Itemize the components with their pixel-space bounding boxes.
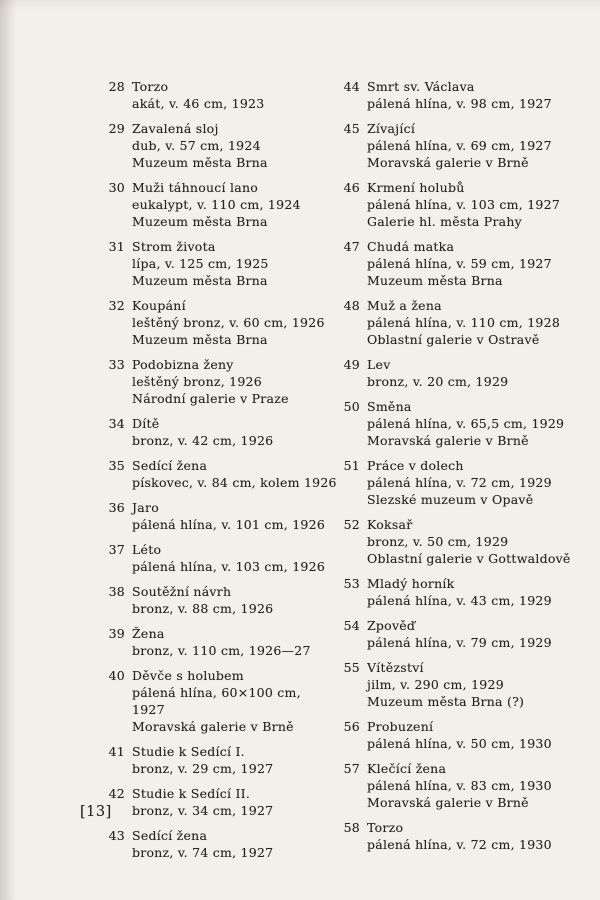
- catalog-entry: [340, 617, 588, 651]
- entry-detail: Muzeum města Brna: [132, 214, 268, 229]
- entry-detail: pálená hlína, v. 101 cm, 1926: [132, 517, 326, 532]
- entry-number: 49: [343, 357, 360, 372]
- catalog-entry: [105, 297, 337, 348]
- entry-detail: bronz, v. 74 cm, 1927: [132, 845, 274, 860]
- column-2: [340, 78, 588, 861]
- entry-title: Dítě: [132, 416, 160, 431]
- entry-head: [105, 541, 337, 558]
- catalog-entry: [340, 398, 588, 449]
- entry-head: [340, 659, 588, 676]
- entry-number: 55: [343, 660, 360, 675]
- catalog-entry: [105, 356, 337, 407]
- entry-head: [340, 238, 588, 255]
- entry-head: [105, 415, 337, 432]
- entry-number: 38: [108, 584, 125, 599]
- catalog-entry: [105, 743, 337, 777]
- entry-head: [340, 297, 588, 314]
- entry-detail: Moravská galerie v Brně: [367, 433, 529, 448]
- catalog-entry: [105, 667, 337, 735]
- entry-detail: pálená hlína, 60×100 cm, 1927: [132, 685, 301, 717]
- entry-title: Podobizna ženy: [132, 357, 234, 372]
- entry-title: Zívající: [367, 121, 416, 136]
- catalog-entry: [340, 78, 588, 112]
- entry-number: 28: [108, 79, 125, 94]
- catalog-entry: [105, 583, 337, 617]
- entry-detail: lípa, v. 125 cm, 1925: [132, 256, 269, 271]
- entry-number: 31: [108, 239, 125, 254]
- entry-number: 53: [343, 576, 360, 591]
- entry-detail: bronz, v. 42 cm, 1926: [132, 433, 274, 448]
- entry-number: 45: [343, 121, 360, 136]
- entry-head: [105, 356, 337, 373]
- entry-number: 35: [108, 458, 125, 473]
- catalog-entry: [340, 297, 588, 348]
- entry-head: [340, 179, 588, 196]
- entry-head: [105, 179, 337, 196]
- entry-title: Klečící žena: [367, 761, 447, 776]
- catalog-entry: [340, 575, 588, 609]
- entry-detail: pálená hlína, v. 83 cm, 1930: [367, 778, 552, 793]
- entry-detail: Slezské muzeum v Opavě: [367, 492, 534, 507]
- catalog-entry: [340, 179, 588, 230]
- entry-title: Zavalená sloj: [132, 121, 219, 136]
- entry-detail: leštěný bronz, v. 60 cm, 1926: [132, 315, 325, 330]
- entry-head: [105, 583, 337, 600]
- entry-title: Děvče s holubem: [132, 668, 244, 683]
- entry-title: Studie k Sedící II.: [132, 786, 251, 801]
- entry-number: 48: [343, 298, 360, 313]
- entry-title: Strom života: [132, 239, 216, 254]
- entry-detail: pálená hlína, v. 43 cm, 1929: [367, 593, 552, 608]
- entry-number: 30: [108, 180, 125, 195]
- entry-title: Léto: [132, 542, 162, 557]
- entry-detail: Oblastní galerie v Gottwaldově: [367, 551, 571, 566]
- entry-detail: Muzeum města Brna: [132, 332, 268, 347]
- entry-title: Sedící žena: [132, 458, 208, 473]
- entry-head: [105, 78, 337, 95]
- entry-head: [340, 819, 588, 836]
- entry-title: Práce v dolech: [367, 458, 464, 473]
- entry-title: Jaro: [132, 500, 159, 515]
- catalog-entry: [340, 819, 588, 853]
- entry-head: [105, 457, 337, 474]
- catalog-entry: [105, 457, 337, 491]
- entry-detail: eukalypt, v. 110 cm, 1924: [132, 197, 301, 212]
- entry-head: [105, 667, 337, 684]
- entry-title: Sedící žena: [132, 828, 208, 843]
- entry-head: [340, 516, 588, 533]
- entry-detail: pálená hlína, v. 79 cm, 1929: [367, 635, 552, 650]
- catalog-entry: [340, 120, 588, 171]
- entry-number: 29: [108, 121, 125, 136]
- entry-title: Studie k Sedící I.: [132, 744, 245, 759]
- entry-title: Muži táhnoucí lano: [132, 180, 259, 195]
- entry-detail: pálená hlína, v. 59 cm, 1927: [367, 256, 552, 271]
- entry-detail: bronz, v. 50 cm, 1929: [367, 534, 509, 549]
- entry-title: Torzo: [132, 79, 169, 94]
- entry-detail: bronz, v. 88 cm, 1926: [132, 601, 274, 616]
- entry-number: 44: [343, 79, 360, 94]
- catalog-entry: [105, 785, 337, 819]
- entry-detail: Galerie hl. města Prahy: [367, 214, 522, 229]
- entry-head: [105, 238, 337, 255]
- catalog-entry: [105, 625, 337, 659]
- catalog-entry: [340, 356, 588, 390]
- entry-head: [340, 617, 588, 634]
- entry-detail: Moravská galerie v Brně: [367, 155, 529, 170]
- entry-detail: Muzeum města Brna: [132, 155, 268, 170]
- entry-number: 46: [343, 180, 360, 195]
- entry-head: [105, 297, 337, 314]
- entry-detail: leštěný bronz, 1926: [132, 374, 262, 389]
- catalog-entry: [340, 516, 588, 567]
- catalog-entry: [105, 120, 337, 171]
- catalog-entry: [340, 718, 588, 752]
- entry-number: 52: [343, 517, 360, 532]
- entry-number: 51: [343, 458, 360, 473]
- entry-detail: bronz, v. 34 cm, 1927: [132, 803, 274, 818]
- entry-head: [340, 760, 588, 777]
- entry-number: 43: [108, 828, 125, 843]
- catalog-entry: [340, 238, 588, 289]
- entry-head: [105, 827, 337, 844]
- entry-head: [105, 499, 337, 516]
- entry-number: 54: [343, 618, 360, 633]
- column-1: [105, 78, 337, 869]
- entry-title: Krmení holubů: [367, 180, 465, 195]
- catalog-entry: [105, 78, 337, 112]
- entry-detail: pískovec, v. 84 cm, kolem 1926: [132, 475, 337, 490]
- entry-detail: bronz, v. 110 cm, 1926—27: [132, 643, 311, 658]
- entry-head: [105, 120, 337, 137]
- entry-head: [340, 78, 588, 95]
- entry-number: 32: [108, 298, 125, 313]
- entry-title: Lev: [367, 357, 391, 372]
- entry-detail: bronz, v. 20 cm, 1929: [367, 374, 509, 389]
- catalog-entry: [105, 827, 337, 861]
- entry-head: [340, 718, 588, 735]
- entry-detail: pálená hlína, v. 103 cm, 1927: [367, 197, 561, 212]
- entry-number: 33: [108, 357, 125, 372]
- entry-number: 57: [343, 761, 360, 776]
- catalog-entry: [105, 238, 337, 289]
- entry-head: [340, 356, 588, 373]
- entry-number: 40: [108, 668, 125, 683]
- entry-detail: Moravská galerie v Brně: [367, 795, 529, 810]
- entry-head: [340, 398, 588, 415]
- entry-title: Koksař: [367, 517, 413, 532]
- entry-detail: Muzeum města Brna: [132, 273, 268, 288]
- entry-number: 42: [108, 786, 125, 801]
- catalog-entry: [105, 499, 337, 533]
- catalog-entry: [105, 179, 337, 230]
- entry-title: Chudá matka: [367, 239, 455, 254]
- entry-head: [105, 785, 337, 802]
- entry-title: Zpověď: [367, 618, 416, 633]
- entry-number: 34: [108, 416, 125, 431]
- entry-detail: Oblastní galerie v Ostravě: [367, 332, 540, 347]
- entry-title: Muž a žena: [367, 298, 442, 313]
- entry-head: [105, 743, 337, 760]
- catalog-entry: [340, 457, 588, 508]
- entry-title: Probuzení: [367, 719, 434, 734]
- entry-title: Torzo: [367, 820, 404, 835]
- entry-detail: akát, v. 46 cm, 1923: [132, 96, 265, 111]
- entry-title: Koupání: [132, 298, 186, 313]
- entry-number: 36: [108, 500, 125, 515]
- entry-number: 58: [343, 820, 360, 835]
- entry-title: Soutěžní návrh: [132, 584, 232, 599]
- entry-title: Směna: [367, 399, 412, 414]
- entry-head: [340, 575, 588, 592]
- entry-number: 56: [343, 719, 360, 734]
- entry-number: 47: [343, 239, 360, 254]
- entry-number: 41: [108, 744, 125, 759]
- entry-detail: Moravská galerie v Brně: [132, 719, 294, 734]
- entry-detail: pálená hlína, v. 50 cm, 1930: [367, 736, 552, 751]
- entry-detail: bronz, v. 29 cm, 1927: [132, 761, 274, 776]
- entry-detail: pálená hlína, v. 65,5 cm, 1929: [367, 416, 565, 431]
- entry-detail: Národní galerie v Praze: [132, 391, 289, 406]
- entry-detail: Muzeum města Brna (?): [367, 694, 525, 709]
- entry-number: 39: [108, 626, 125, 641]
- entry-detail: pálená hlína, v. 98 cm, 1927: [367, 96, 552, 111]
- catalog-entry: [105, 415, 337, 449]
- catalog-entry: [340, 659, 588, 710]
- entry-detail: pálená hlína, v. 110 cm, 1928: [367, 315, 561, 330]
- entry-detail: jilm, v. 290 cm, 1929: [367, 677, 504, 692]
- entry-title: Vítězství: [367, 660, 424, 675]
- entry-detail: pálená hlína, v. 72 cm, 1929: [367, 475, 552, 490]
- entry-detail: pálená hlína, v. 69 cm, 1927: [367, 138, 552, 153]
- entry-title: Smrt sv. Václava: [367, 79, 475, 94]
- entry-number: 37: [108, 542, 125, 557]
- catalog-entry: [105, 541, 337, 575]
- entry-title: Mladý horník: [367, 576, 455, 591]
- entry-head: [340, 457, 588, 474]
- entry-detail: Muzeum města Brna: [367, 273, 503, 288]
- entry-head: [105, 625, 337, 642]
- entry-detail: pálená hlína, v. 103 cm, 1926: [132, 559, 326, 574]
- entry-number: 50: [343, 399, 360, 414]
- entry-title: Žena: [132, 626, 165, 641]
- entry-detail: dub, v. 57 cm, 1924: [132, 138, 261, 153]
- catalog-entry: [340, 760, 588, 811]
- page-number: [13]: [80, 804, 112, 820]
- entry-head: [340, 120, 588, 137]
- entry-detail: pálená hlína, v. 72 cm, 1930: [367, 837, 552, 852]
